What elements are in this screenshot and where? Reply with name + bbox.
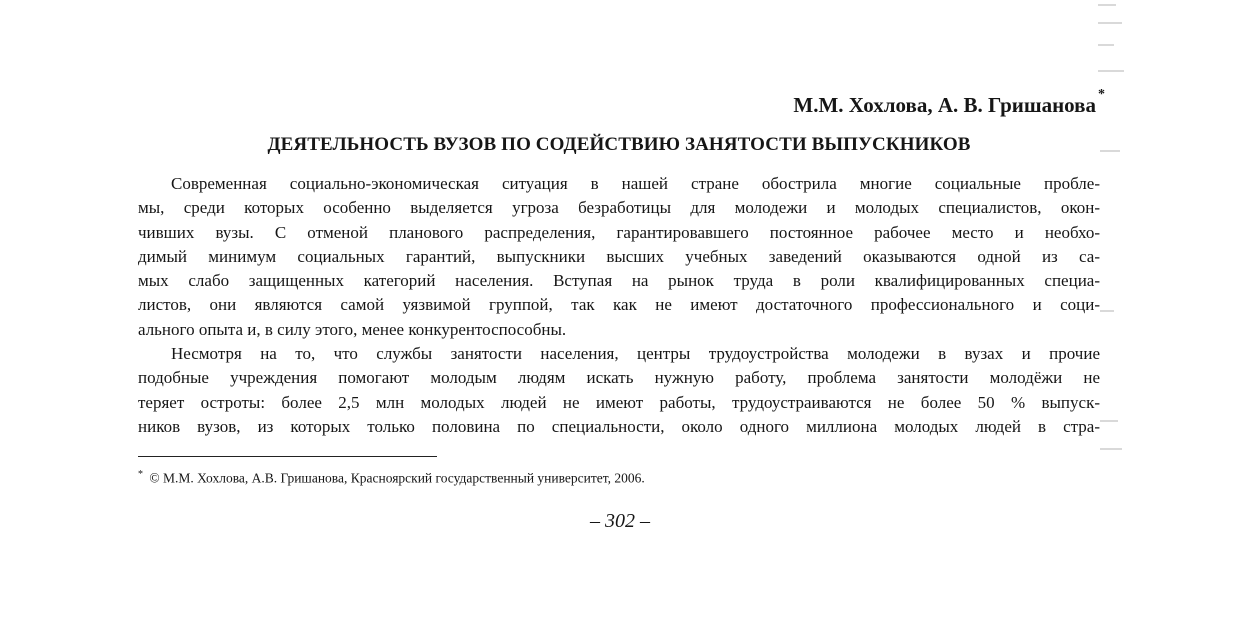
article-body [138, 172, 1100, 439]
paragraph-2 [138, 342, 1100, 439]
text-line: теряет остроты: более 2,5 млн молодых людей не имеют работы, трудоустраиваются не более 50 % выпуск- [138, 392, 1100, 412]
text-line: Современная социально-экономическая ситуация в нашей стране обострила многие социальные пробле- [171, 174, 1100, 193]
authors-names: М.М. Хохлова, А. В. Гришанова [793, 93, 1096, 117]
article-title: ДЕЯТЕЛЬНОСТЬ ВУЗОВ ПО СОДЕЙСТВИЮ ЗАНЯТОСТИ ВЫПУСКНИКОВ [267, 134, 971, 155]
footnote-mark: * [138, 469, 143, 480]
authors-line [793, 87, 1105, 118]
text-line: ального опыта и, в силу этого, менее конкурентоспособны. [138, 319, 567, 339]
footnote-divider [138, 456, 437, 457]
footnote [138, 469, 645, 487]
text-line: ников вузов, из которых только половина по специальности, около одного миллиона молодых людей в стра- [138, 416, 1100, 436]
footnote-text: © М.М. Хохлова, А.В. Гришанова, Красноярский государственный университет, 2006. [149, 470, 645, 486]
text-line: чивших вузы. С отменой планового распределения, гарантировавшего постоянное рабочее место и необхо- [138, 222, 1100, 242]
adjacent-page-bleed [1090, 0, 1240, 629]
text-line: мы, среди которых особенно выделяется угроза безработицы для молодежи и молодых специалистов, окон- [138, 198, 1100, 218]
text-line: димый минимум социальных гарантий, выпускники высших учебных заведений оказываются одной из са- [138, 246, 1100, 266]
text-line: листов, они являются самой уязвимой группой, так как не имеют достаточного профессионального и соци- [138, 295, 1100, 315]
text-line: подобные учреждения помогают молодым людям искать нужную работу, проблема занятости молодёжи не [138, 368, 1100, 388]
paragraph-1 [138, 172, 1100, 342]
authors-footnote-mark: * [1098, 87, 1105, 102]
page-number: – 302 – [590, 510, 650, 532]
text-line: Несмотря на то, что службы занятости населения, центры трудоустройства молодежи в вузах и прочие [171, 344, 1100, 364]
text-line: мых слабо защищенных категорий населения. Вступая на рынок труда в роли квалифицированных специа- [138, 271, 1100, 291]
